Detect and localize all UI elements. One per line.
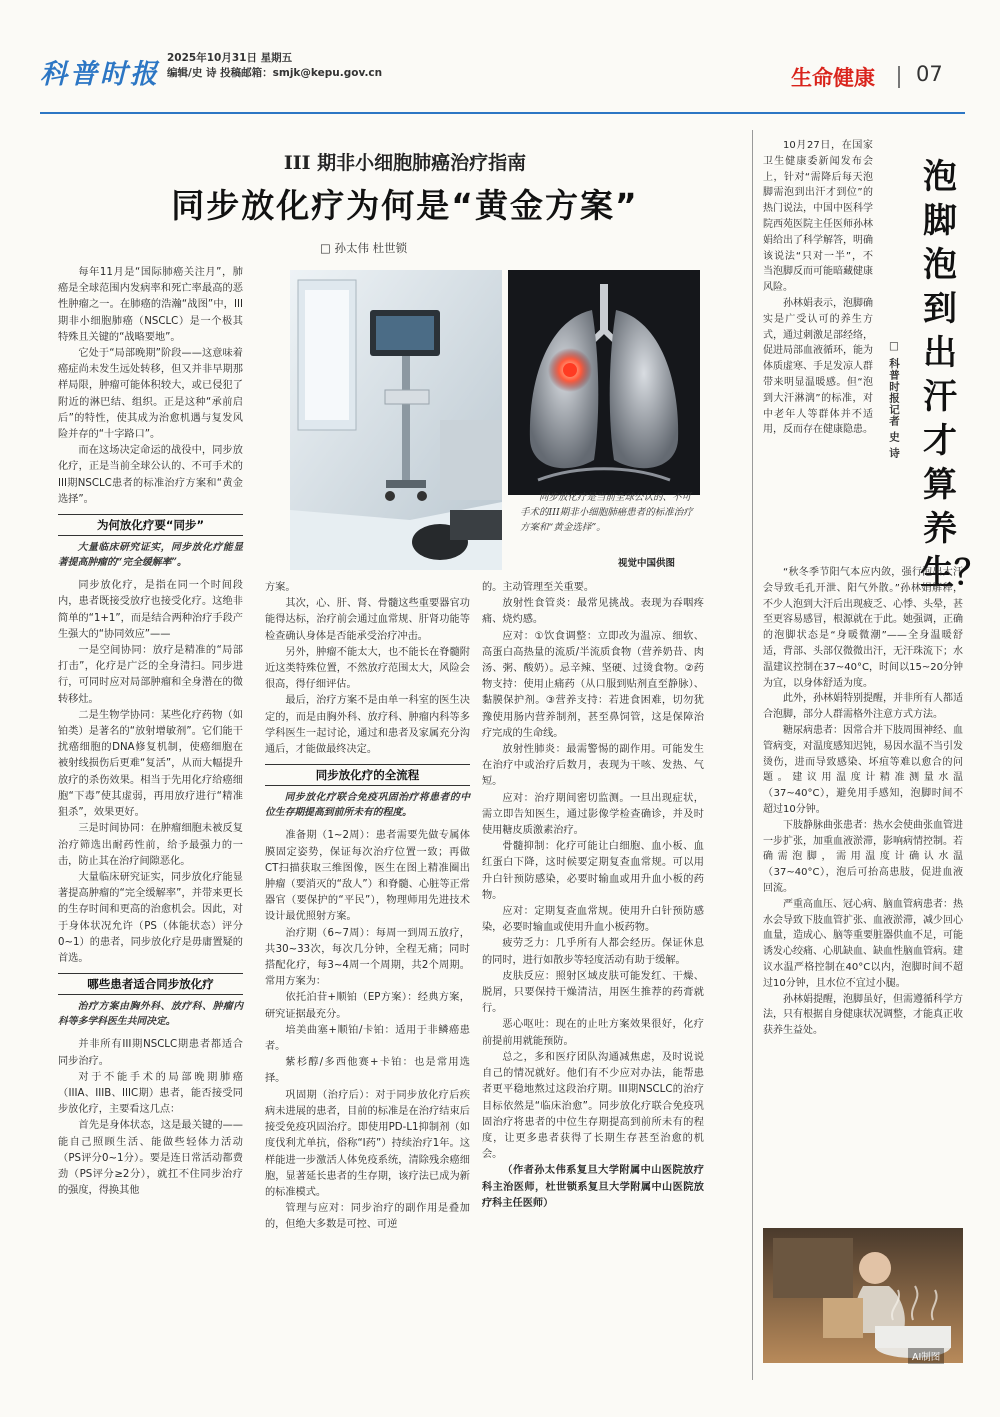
body-paragraph: 一是空间协同：放疗是精准的“局部打击”，化疗是广泛的全身清扫。同步进行，可同时应对局部肿瘤和全身潜在的微转移灶。 — [58, 645, 243, 705]
body-paragraph: 恶心呕吐：现在的止吐方案效果很好，化疗前提前用就能预防。 — [482, 1019, 704, 1047]
body-paragraph: 其次，心、肝、肾、骨髓这些重要器官功能得达标，治疗前会通过血常规、肝肾功能等检查确认身体是否能承受治疗冲击。 — [265, 598, 470, 642]
body-paragraph: 培美曲塞+顺铂/卡铂：适用于非鳞癌患者。 — [265, 1024, 470, 1053]
article-column-3 — [482, 580, 704, 1212]
section-name: 生命健康 — [791, 66, 875, 90]
masthead-info — [167, 51, 382, 81]
body-paragraph: 应对：定期复查血常规。使用升白针预防感染，必要时输血或使用升血小板药物。 — [482, 906, 704, 934]
sidebar-paragraph: “秋冬季节阳气本应内敛，强行泡出大汗会导致毛孔开泄、阳气外散。”孙林娟解释，不少人泡到大汗后出现疲乏、心悸、头晕，甚至更容易感冒，根源就在于此。她强调，正确的泡脚状态是“身暖微潮”——全身温暖舒适，背部、头部仅微微出汗，无汗珠流下；水温建议控制在37~40°C，时间以15~20分钟为宜，以身体舒适为度。 — [763, 567, 963, 689]
ai-image-label: AI制图 — [908, 1348, 944, 1364]
body-paragraph: 大量临床研究证实，同步放化疗能显著提高肿瘤的“完全缓解率”，并带来更长的生存时间和更高的治愈机会。因此，对于身体状况允许（PS（体能状态）评分0~1）的患者，同步放化疗是毋庸置疑的首选。 — [58, 871, 243, 964]
sidebar-byline: □ 科普时报记者 史 诗 — [888, 340, 900, 459]
article-byline: □ 孙太伟 杜世锁 — [320, 241, 408, 255]
section-heading-full-process: 同步放化疗的全流程 — [265, 764, 470, 786]
intro-paragraph: 它处于“局部晚期”阶段——这意味着癌症尚未发生远处转移，但又并非早期那样局限，肿瘤可能体积较大，或已侵犯了附近的淋巴结、组织。正是这种“承前启后”的特性，使其成为治愈机遇与复发风险并存的“十字路口”。 — [58, 348, 243, 441]
body-paragraph: 方案。 — [265, 582, 296, 593]
body-paragraph: 另外，肿瘤不能太大，也不能长在脊髓附近这类特殊位置，不然放疗范围太大，风险会很高，得仔细评估。 — [265, 646, 470, 691]
sidebar-headline: 泡脚泡到出汗才算养生？ — [920, 157, 988, 593]
body-paragraph: 治疗期（6~7周）：每周一到周五放疗，共30~33次，每次几分钟，全程无痛；同时搭配化疗，每3~4周一个周期，共2个周期。常用方案为： — [265, 927, 470, 988]
body-paragraph: 皮肤反应：照射区域皮肤可能发红、干燥、脱屑，只要保持干燥清洁，用医生推荐的药膏就行。 — [482, 970, 704, 1015]
body-paragraph: 并非所有III期NSCLC期患者都适合同步治疗。 — [58, 1039, 243, 1067]
section-heading-eligible-patients: 哪些患者适合同步放化疗 — [58, 973, 243, 995]
section-divider — [898, 66, 900, 88]
section-summary: 大量临床研究证实，同步放化疗能显著提高肿瘤的“完全缓解率”。 — [58, 542, 243, 569]
body-paragraph: 应对：治疗期间密切监测。一旦出现症状，需立即告知医生，通过影像学检查确诊，并及时使用糖皮质激素治疗。 — [482, 792, 704, 837]
article-column-2 — [265, 580, 470, 1234]
issue-date: 2025年10月31日 星期五 — [167, 52, 293, 64]
page-number: 07 — [916, 62, 943, 86]
sidebar-paragraph: 10月27日，在国家卫生健康委新闻发布会上，针对“需降后每天泡脚需泡到出汗才到位”的热门说法，中国中医科学院西苑医院主任医师孙林娟给出了科学解答，明确该说法“只对一半”，不当泡脚反而可能暗藏健康风险。 — [763, 140, 873, 294]
body-paragraph: 准备期（1~2周）：患者需要先做专属体膜固定姿势，保证每次治疗位置一致；再做CT扫描获取三维图像，医生在图上精准圈出肿瘤（要消灭的“敌人”）和脊髓、心脏等正常器官（要保护的“平民”），物理师用先进技术设计最优照射方案。 — [265, 830, 470, 923]
sidebar-paragraph: 糖尿病患者：因常合并下肢周围神经、血管病变，对温度感知迟钝，易因水温不当引发烫伤，进而导致感染、坏疽等难以愈合的问题。建议用温度计精准测量水温（37~40°C），避免用手感知，泡脚时间不超过10分钟。 — [763, 724, 963, 815]
sidebar-column-top — [763, 138, 873, 438]
body-paragraph: 首先是身体状态，这是最关键的——能自己照顾生活、能做些轻体力活动（PS评分0~1分）。要是连日常活动都费劲（PS评分≥2分），就扛不住同步治疗的强度，得换其他 — [58, 1120, 243, 1197]
body-paragraph: 三是时间协同：在肿瘤细胞未被反复治疗筛选出耐药性前，给予最强力的一击，防止其在治疗间隙恶化。 — [58, 823, 243, 867]
photo-credit: 视觉中国供图 — [618, 558, 676, 569]
body-paragraph: 巩固期（治疗后）：对于同步放化疗后疾病未进展的患者，目前的标准是在治疗结束后接受免疫巩固治疗。即使用PD-L1抑制剂（如度伐利尤单抗，俗称“I药”）持续治疗1年。这样能进一步激活人体免疫系统，清除残余癌细胞，显著延长患者的生存期，该疗法已成为新的标准模式。 — [265, 1089, 470, 1198]
body-paragraph: 骨髓抑制：化疗可能让白细胞、血小板、血红蛋白下降，这时候要定期复查血常规。可以用升白针预防感染，必要时输血或用升血小板的药物。 — [482, 841, 704, 901]
body-paragraph: 疲劳乏力：几乎所有人都会经历。保证休息的同时，进行如散步等轻度活动有助于缓解。 — [482, 938, 704, 966]
column-divider — [752, 130, 753, 1380]
body-paragraph: 二是生物学协同：某些化疗药物（如铂类）是著名的“放射增敏剂”。它们能干扰癌细胞的DNA修复机制，使癌细胞在被射线损伤后更难“复活”，从而大幅提升放疗的杀伤效果。相当于先用化疗给癌细胞“下毒”使其虚弱，再用放疗进行“精准狙杀”，效果更好。 — [58, 709, 243, 819]
body-paragraph: 总之，多和医疗团队沟通减焦虑，及时说说自己的情况就好。他们有不少应对办法，能帮患者更平稳地熬过这段治疗期。III期NSCLC的治疗目标依然是“临床治愈”。同步放化疗联合免疫巩固治疗将患者的中位生存期提高到前所未有的程度，让更多患者获得了长期生存甚至治愈的机会。 — [482, 1051, 704, 1161]
sidebar-column-bottom — [763, 565, 963, 1039]
intro-paragraph: 每年11月是“国际肺癌关注月”，肺癌是全球范围内发病率和死亡率最高的恶性肿瘤之一。在肺癌的浩瀚“战图”中，III期非小细胞肺癌（NSCLC）是一个极其特殊且关键的“战略要地”。 — [58, 267, 243, 343]
intro-paragraph: 而在这场决定命运的战役中，同步放化疗，正是当前全球公认的、不可手术的III期NSCLC患者的标准治疗方案和“黄金选择”。 — [58, 445, 243, 505]
body-paragraph: 依托泊苷+顺铂（EP方案）：经典方案，研究证据最充分。 — [265, 992, 470, 1020]
body-paragraph: 紫杉醇/多西他赛+卡铂：也是常用选择。 — [265, 1057, 470, 1085]
editor-contact: 编辑/史 诗 投稿邮箱：smjk@kepu.gov.cn — [167, 67, 383, 79]
foot-soak-photo — [763, 1228, 963, 1363]
article-headline: 同步放化疗为何是“黄金方案” — [171, 186, 639, 225]
body-paragraph: 放射性肺炎：最需警惕的副作用。可能发生在治疗中或治疗后数月，表现为干咳、发热、气短。 — [482, 744, 704, 788]
body-paragraph: 对于不能手术的局部晚期肺癌（IIIA、IIIB、IIIC期）患者，能否接受同步放化疗，主要看这几点： — [58, 1071, 243, 1116]
section-summary: 治疗方案由胸外科、放疗科、肿瘤内科等多学科医生共同决定。 — [58, 1001, 243, 1028]
sidebar-paragraph: 严重高血压、冠心病、脑血管病患者：热水会导致下肢血管扩张、血液淤滞，减少回心血量，造成心、脑等重要脏器供血不足，可能诱发心绞痛、心肌缺血、缺血性脑血管病。建议水温严格控制在40°C以内，泡脚时间不超过10分钟，且水位不宜过小腿。 — [763, 898, 963, 989]
sidebar-paragraph: 孙林娟表示，泡脚确实是广受认可的养生方式，通过刺激足部经络，促进局部血液循环，能为体质虚寒、手足发凉人群带来明显温暖感。但“泡到大汗淋漓”的标准，对中老年人等群体并不适用，反而存在健康隐患。 — [763, 297, 873, 436]
sidebar-paragraph: 此外，孙林娟特别提醒，并非所有人都适合泡脚，部分人群需格外注意方式方法。 — [763, 693, 963, 721]
hospital-room-photo — [290, 270, 502, 570]
lung-illustration — [508, 270, 700, 495]
article-column-1 — [58, 265, 243, 1199]
article-kicker: III 期非小细胞肺癌治疗指南 — [283, 152, 527, 174]
newspaper-logo: 科普时报 — [40, 59, 160, 90]
body-paragraph: 应对：①饮食调整：立即改为温凉、细软、高蛋白高热量的流质/半流质食物（营养奶昔、肉汤、粥、酸奶）。忌辛辣、坚硬、过烫食物。②药物支持：使用止痛药（从口服到贴剂直至静脉）、黏膜保护剂。③营养支持：若进食困难，切勿犹豫使用肠内营养制剂，甚至鼻饲管，这是保障治疗完成的生命线。 — [482, 630, 704, 739]
body-paragraph: 同步放化疗，是指在同一个时间段内，患者既接受放疗也接受化疗。这绝非简单的“1+1”，而是结合两种治疗手段产生强大的“协同效应”—— — [58, 580, 243, 640]
sidebar-paragraph: 孙林娟提醒，泡脚虽好，但需遵循科学方法，只有根据自身健康状况调整，才能真正收获养生益处。 — [763, 993, 963, 1037]
body-paragraph: 管理与应对：同步治疗的副作用是叠加的，但绝大多数是可控、可逆 — [265, 1203, 470, 1231]
body-paragraph: 的。主动管理至关重要。 — [482, 582, 595, 593]
photo-caption: 同步放化疗是当前全球公认的、不可手术的III期非小细胞肺癌患者的标准治疗方案和“黄金选择”。 — [520, 492, 693, 533]
section-heading-why-concurrent: 为何放化疗要“同步” — [58, 514, 243, 536]
section-summary: 同步放化疗联合免疫巩固治疗将患者的中位生存期提高到前所未有的程度。 — [265, 792, 470, 819]
author-note: （作者孙太伟系复旦大学附属中山医院放疗科主治医师，杜世锁系复旦大学附属中山医院放疗科主任医师） — [482, 1165, 704, 1209]
body-paragraph: 最后，治疗方案不是由单一科室的医生决定的，而是由胸外科、放疗科、肿瘤内科等多学科医生一起讨论，通过和患者及家属充分沟通后，才能做最终决定。 — [265, 695, 470, 756]
header-rule — [40, 112, 965, 114]
body-paragraph: 放射性食管炎：最常见挑战。表现为吞咽疼痛、烧灼感。 — [482, 598, 704, 626]
sidebar-paragraph: 下肢静脉曲张患者：热水会使曲张血管进一步扩张，加重血液淤滞，影响病情控制。若确需泡脚，需用温度计确认水温（37~40°C），泡后可抬高患肢，促进血液回流。 — [763, 819, 963, 894]
